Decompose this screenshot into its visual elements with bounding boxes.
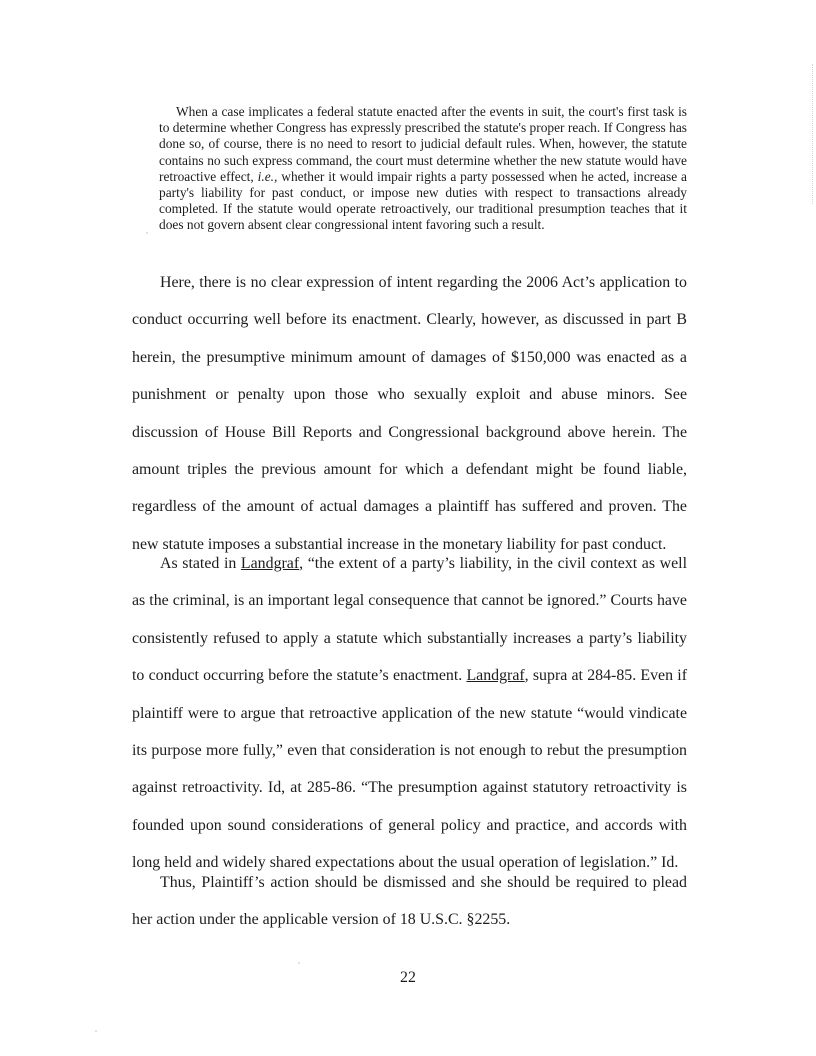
scan-edge-marks: [810, 64, 813, 204]
page-number: 22: [400, 969, 416, 986]
scan-speck: [95, 1030, 97, 1032]
paragraph-conclusion: [132, 864, 687, 939]
quote-text-start: When a case implicates a federal statute enacted after the events in suit, the court's first task is to determine whether Congress has expressly prescribed the statute's proper reach. If Congress has done so, of course, there is no need to resort to judicial default rules. When, however, the statute contains no such express command, the court must determine whether the new statute would have retroactive effect,: [159, 104, 687, 184]
paragraph-2-part-3: , supra at 284-85. Even if plaintiff were to argue that retroactive application of the new statute “would vindicate its purpose more fully,” even that consideration is not enough to rebut the presumption against retroactivity. Id, at 285-86. “The presumption against statutory retroactivity is founded upon sound considerations of general policy and practice, and accords with long held and widely shared expectations about the usual operation of legislation.” Id.: [132, 667, 687, 872]
block-quote: [159, 104, 687, 234]
paragraph-3-text: Thus, Plaintiff’s action should be dismissed and she should be required to plead her action under the applicable version of 18 U.S.C. §2255.: [132, 874, 687, 929]
paragraph-2-part-2: , “the extent of a party’s liability, in the civil context as well as the criminal, is an important legal consequence that cannot be ignored.” Courts have consistently refused to apply a statute which substantially increases a party’s liability to conduct occurring before the statute’s enactment.: [132, 555, 688, 685]
paragraph-1-text: Here, there is no clear expression of intent regarding the 2006 Act’s application to conduct occurring well before its enactment. Clearly, however, as discussed in part B herein, the presumptive minimum amount of damages of $150,000 was enacted as a punishment or penalty upon those who sexually exploit and abuse minors. See discussion of House Bill Reports and Congressional background above herein. The amount triples the previous amount for which a defendant might be found liable, regardless of the amount of actual damages a plaintiff has suffered and proven. The new statute imposes a substantial increase in the monetary liability for past conduct.: [132, 274, 687, 553]
scan-speck: [146, 232, 148, 234]
quote-italic-ie: i.e.,: [257, 168, 278, 184]
paragraph-landgraf: [132, 545, 687, 882]
scan-speck: [298, 962, 300, 964]
case-citation-landgraf-supra: Landgraf: [466, 667, 525, 685]
paragraph-2-part-1: As stated in: [160, 555, 241, 572]
paragraph-retroactive-effect: [132, 264, 687, 563]
quote-text-end: whether it would impair rights a party possessed when he acted, increase a party's liability for past conduct, or impose new duties with respect to transactions already completed. If the statute would operate retroactively, our traditional presumption teaches that it does not govern absent clear congressional intent favoring such a result.: [159, 168, 687, 233]
case-citation-landgraf: Landgraf: [240, 555, 300, 572]
